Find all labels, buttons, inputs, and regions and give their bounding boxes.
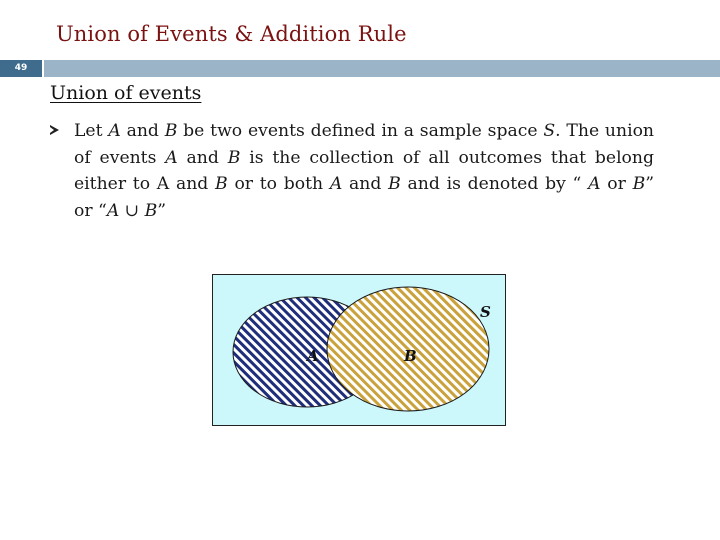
section-heading: Union of events	[50, 82, 202, 104]
set-a-label: A	[307, 347, 319, 365]
sample-space-label: S	[480, 303, 491, 321]
bullet-text: Let A and B be two events defined in a sample space S. The union of events A and B is the collection of all outcomes that belong either to A and B or to both A and B and is denoted by “ A or B” or “A ∪ B”	[74, 121, 655, 221]
header-bar	[44, 60, 720, 77]
slide-title: Union of Events & Addition Rule	[56, 22, 407, 46]
page-number: 49	[0, 60, 42, 77]
venn-diagram	[212, 274, 506, 426]
bullet-item	[50, 118, 654, 224]
arrow-bullet-icon	[50, 125, 59, 135]
set-b-label: B	[404, 347, 417, 365]
